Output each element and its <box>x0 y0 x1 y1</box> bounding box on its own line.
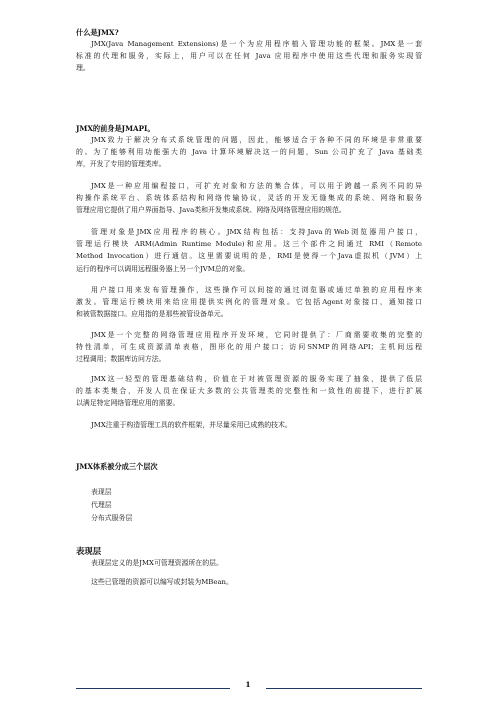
paragraph-9 <box>76 557 422 569</box>
paragraph-3 <box>76 180 422 217</box>
paragraph-line: 这些已管理的资源可以编写或封装为MBean。 <box>91 578 233 586</box>
paragraph-line: JMX这一轻型的管理基础结构，价值在于对被管理资源的服务实现了抽象，提供了低层 <box>91 375 422 383</box>
paragraph-line: 和被管数据接口。应用指的是那些被管设备单元。 <box>76 310 228 319</box>
paragraph-1 <box>76 38 422 75</box>
paragraph-4 <box>76 226 422 275</box>
paragraph-line: 过程调用；数据库访问方法。 <box>76 355 166 364</box>
paragraph-line: Method Invocation）进行通信。这里需要说明的是，RMI是使得一个Java虚拟机（JVM）上 <box>76 252 422 261</box>
paragraph-line: JMX注重于构造管理工具的软件框架，并尽量采用已成熟的技术。 <box>91 421 292 429</box>
paragraph-7 <box>76 373 422 410</box>
paragraph-2 <box>76 134 422 171</box>
paragraph-line: 用户接口用来发布管理操作，这些操作可以间接的通过浏览器或通过单独的应用程序来 <box>91 286 422 294</box>
footer-rule-right <box>266 688 422 689</box>
paragraph-line: 管理应用它提供了用户界面指导、Java类和开发集成系统、网络及网络管理应用的规范。 <box>76 206 346 215</box>
layer-item-distributed: 分布式服务层 <box>91 514 133 522</box>
paragraph-8 <box>76 419 422 431</box>
heading-what-is-jmx: 什么是JMX? <box>76 28 119 37</box>
heading-jmapi: JMX的前身是JMAPI。 <box>76 124 155 133</box>
paragraph-10 <box>76 576 422 588</box>
paragraph-6 <box>76 329 422 366</box>
page-number: 1 <box>245 680 251 689</box>
paragraph-line: 管理运行模块 ARM(Admin Runtime Module)和应用。这三个部件之间通过 RMI（Remote <box>76 240 422 249</box>
paragraph-line: 标准的代理和服务，实际上，用户可以在任何 Java 应用程序中使用这些代理和服务实现管 <box>76 52 422 61</box>
layer-item-presentation: 表现层 <box>91 488 112 496</box>
paragraph-line: 表现层定义的是JMX可管理资源所在的层。 <box>91 559 223 567</box>
paragraph-line: 特性清单，可生成资源清单表格，图形化的用户接口；访问SNMP的网络API；主机间远程 <box>76 343 422 352</box>
paragraph-5 <box>76 284 422 321</box>
paragraph-line: 构操作系统平台、系统体系结构和网络传输协议，灵活的开发无缝集成的系统、网络和服务 <box>76 194 422 203</box>
footer-rule-left <box>76 688 230 689</box>
paragraph-line: 以满足特定网络管理应用的需要。 <box>76 399 180 408</box>
paragraph-line: JMX致力于解决分布式系统管理的问题，因此，能够适合于各种不同的环境是非常重要 <box>91 136 422 144</box>
heading-three-layers: JMX体系被分成三个层次 <box>76 462 158 471</box>
paragraph-line: 管理对象是JMX应用程序的核心。JMX结构包括：支持Java的Web浏览器用户接口， <box>91 228 422 236</box>
paragraph-line: 的基本类集合，开发人员在保证大多数的公共管理类的完整性和一致性的前提下，进行扩展 <box>76 387 422 396</box>
paragraph-line: JMX是一种应用编程接口，可扩充对象和方法的集合体，可以用于跨越一系列不同的异 <box>91 182 422 190</box>
heading-presentation-layer: 表现层 <box>76 546 102 556</box>
paragraph-line: 激发。管理运行模块用来给应用提供实例化的管理对象。它包括Agent对象接口，通知接口 <box>76 298 422 307</box>
paragraph-line: JMX(Java Management Extensions)是一个为应用程序植入管理功能的框架。JMX是一套 <box>91 40 422 48</box>
paragraph-line: 库，开发了专用的管理类库。 <box>76 160 166 169</box>
paragraph-line: 的。为了能够利用功能强大的 Java 计算环境解决这一的问题，Sun 公司扩充了 Java 基础类 <box>76 148 422 157</box>
paragraph-line: 理。 <box>76 64 90 73</box>
paragraph-line: 运行的程序可以调用远程服务器上另一个JVM总的对象。 <box>76 264 250 273</box>
paragraph-line: JMX是一个完整的网络管理应用程序开发环境，它同时提供了：厂商需要收集的完整的 <box>91 331 422 339</box>
layer-item-agent: 代理层 <box>91 501 112 509</box>
